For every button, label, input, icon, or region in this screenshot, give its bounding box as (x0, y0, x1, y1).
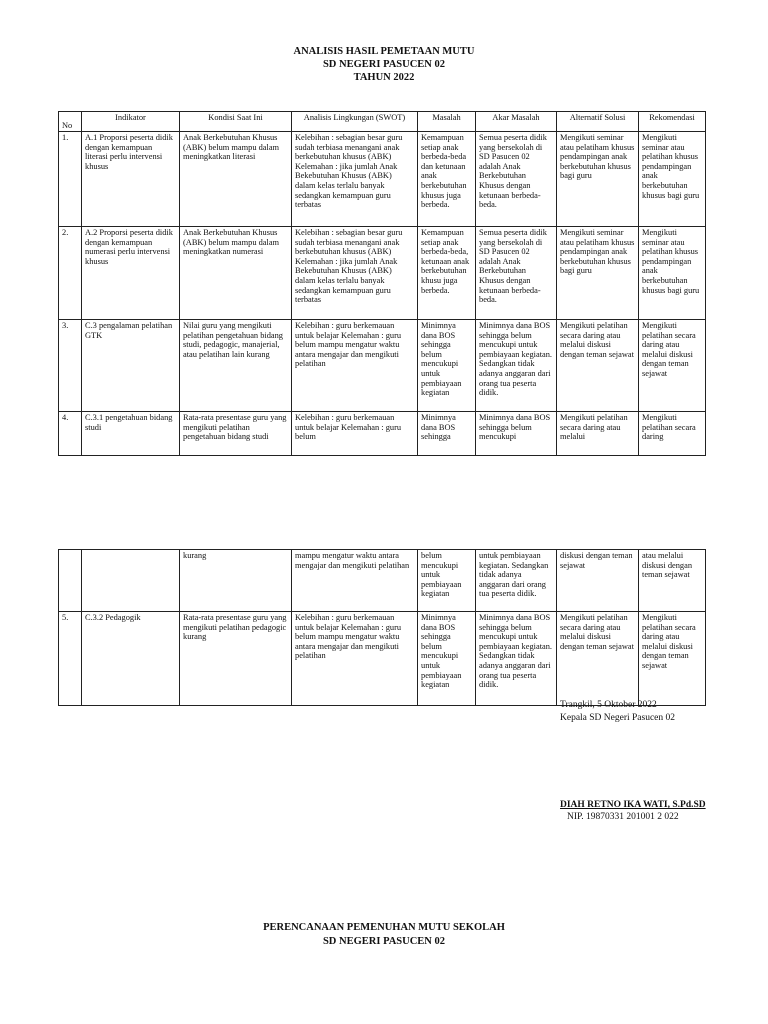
row-masalah: Minimnya dana BOS sehingga belum mencukupi untuk pembiayaan kegiatan (418, 612, 476, 706)
school-name: SD NEGERI PASUCEN 02 (322, 59, 446, 70)
row-akar-masalah: Minimnya dana BOS sehingga belum mencukupi untuk pembiayaan kegiatan. Sedangkan tidak adanya anggaran dari orang tua peserta didik. (476, 320, 557, 412)
row-alternatif-solusi: Mengikuti pelatihan secara daring atau melalui (557, 412, 639, 456)
row-swot: Kelebihan : sebagian besar guru sudah terbiasa menangani anak berkebutuhan khusus (ABK) Kelemahan : jika jumlah Anak Bekebutuhan Khusus (ABK) dalam kelas terlalu banyak sedangkan kemampuan guru terbatas (292, 227, 418, 320)
row-indikator: C.3.2 Pedagogik (82, 612, 180, 706)
col-header-rekomendasi: Rekomendasi (639, 112, 706, 132)
row-alternatif-solusi: Mengikuti pelatihan secara daring atau melalui diskusi dengan teman sejawat (557, 320, 639, 412)
signature-nip: NIP. 19870331 201001 2 022 (567, 812, 679, 822)
doc-year: TAHUN 2022 (353, 72, 415, 83)
signature-name: DIAH RETNO IKA WATI, S.Pd.SD (560, 800, 706, 810)
row-akar-masalah: Semua peserta didik yang bersekolah di SD Pasucen 02 adalah Anak Berkebutuhan Khusus dengan ketunaan berbeda-beda. (476, 227, 557, 320)
row-indikator: A.1 Proporsi peserta didik dengan kemampuan literasi perlu intervensi khusus (82, 132, 180, 227)
col-header-no: No (59, 112, 82, 132)
row-indikator: C.3 pengalaman pelatihan GTK (82, 320, 180, 412)
table-row (59, 550, 706, 612)
row-kondisi: Nilai guru yang mengikuti pelatihan pengetahuan bidang studi, pedagogic, manajerial, atau pelatihan lain kurang (180, 320, 292, 412)
row-no: 4. (59, 412, 82, 456)
section-school-name: SD NEGERI PASUCEN 02 (322, 936, 446, 947)
section-title: PERENCANAAN PEMENUHAN MUTU SEKOLAH (263, 922, 505, 933)
row-no: 3. (59, 320, 82, 412)
row-swot: Kelebihan : sebagian besar guru sudah terbiasa menangani anak berkebutuhan khusus (ABK) Kelemahan : jika jumlah Anak Bekebutuhan Khusus (ABK) dalam kelas terlalu banyak sedangkan kemampuan guru terbatas (292, 132, 418, 227)
signature-position: Kepala SD Negeri Pasucen 02 (560, 713, 676, 723)
row-masalah: Kemampuan setiap anak berbeda-beda, ketunaan anak berkebutuhan khusu juga berbeda. (418, 227, 476, 320)
table-row (59, 227, 706, 320)
row-rekomendasi: Mengikuti seminar atau pelatihan khusus pendampingan anak berkebutuhan khusus bagi guru (639, 132, 706, 227)
row-kondisi: Anak Berkebutuhan Khusus (ABK) belum mampu dalam meningkatkan numerasi (180, 227, 292, 320)
signature-place-date: Trangkil, 5 Oktober 2022 (560, 700, 657, 710)
doc-title: ANALISIS HASIL PEMETAAN MUTU (293, 46, 475, 57)
row-akar-masalah: Minimnya dana BOS sehingga belum mencukupi (476, 412, 557, 456)
row-alternatif-solusi: Mengikuti seminar atau pelatiham khusus pendampingan anak berkebutuhan khusus bagi guru (557, 227, 639, 320)
row-rekomendasi: Mengikuti pelatihan secara daring (639, 412, 706, 456)
row-akar-masalah: Semua peserta didik yang bersekolah di SD Pasucen 02 adalah Anak Berkebutuhan Khusus dengan ketunaan berbeda-beda. (476, 132, 557, 227)
row-no (59, 550, 82, 612)
table-row (59, 320, 706, 412)
mapping-table-continued (58, 549, 706, 706)
col-header-kondisi: Kondisi Saat Ini (180, 112, 292, 132)
row-indikator (82, 550, 180, 612)
col-header-akar-masalah: Akar Masalah (476, 112, 557, 132)
row-indikator: A.2 Proporsi peserta didik dengan kemampuan numerasi perlu intervensi khusus (82, 227, 180, 320)
row-alternatif-solusi: Mengikuti seminar atau pelatiham khusus pendampingan anak berkebutuhan khusus bagi guru (557, 132, 639, 227)
row-indikator: C.3.1 pengetahuan bidang studi (82, 412, 180, 456)
table-row (59, 612, 706, 706)
row-akar-masalah: Minimnya dana BOS sehingga belum mencukupi untuk pembiayaan kegiatan. Sedangkan tidak adanya anggaran dari orang tua peserta didik. (476, 612, 557, 706)
row-alternatif-solusi: Mengikuti pelatihan secara daring atau melalui diskusi dengan teman sejawat (557, 612, 639, 706)
row-swot: Kelebihan : guru berkemauan untuk belajar Kelemahan : guru belum mampu mengatur waktu antara mengajar dan mengikuti pelatihan (292, 612, 418, 706)
row-masalah: Minimnya dana BOS sehingga belum mencukupi untuk pembiayaan kegiatan (418, 320, 476, 412)
row-no: 1. (59, 132, 82, 227)
row-swot: Kelebihan : guru berkemauan untuk belajar Kelemahan : guru belum mampu mengatur waktu antara mengajar dan mengikuti pelatihan (292, 320, 418, 412)
col-header-swot: Analisis Lingkungan (SWOT) (292, 112, 418, 132)
row-kondisi: Anak Berkebutuhan Khusus (ABK) belum mampu dalam meningkatkan literasi (180, 132, 292, 227)
row-kondisi: kurang (180, 550, 292, 612)
col-header-alternatif-solusi: Alternatif Solusi (557, 112, 639, 132)
row-alternatif-solusi: diskusi dengan teman sejawat (557, 550, 639, 612)
row-masalah: belum mencukupi untuk pembiayaan kegiatan (418, 550, 476, 612)
mapping-table (58, 111, 706, 456)
row-kondisi: Rata-rata presentase guru yang mengikuti pelatihan pengetahuan bidang studi (180, 412, 292, 456)
table-row (59, 132, 706, 227)
table-header-row (59, 112, 706, 132)
row-no: 2. (59, 227, 82, 320)
row-rekomendasi: Mengikuti pelatihan secara daring atau melalui diskusi dengan teman sejawat (639, 612, 706, 706)
row-masalah: Minimnya dana BOS sehingga (418, 412, 476, 456)
row-no: 5. (59, 612, 82, 706)
row-rekomendasi: atau melalui diskusi dengan teman sejawat (639, 550, 706, 612)
row-masalah: Kemampuan setiap anak berbeda-beda dan ketunaan anak berkebutuhan khusus juga berbeda. (418, 132, 476, 227)
row-kondisi: Rata-rata presentase guru yang mengikuti pelatihan pedagogic kurang (180, 612, 292, 706)
row-rekomendasi: Mengikuti seminar atau pelatihan khusus pendampingan anak berkebutuhan khusus bagi guru (639, 227, 706, 320)
row-rekomendasi: Mengikuti pelatihan secara daring atau melalui diskusi dengan teman sejawat (639, 320, 706, 412)
row-swot: Kelebihan : guru berkemauan untuk belajar Kelemahan : guru belum (292, 412, 418, 456)
table-row (59, 412, 706, 456)
row-swot: mampu mengatur waktu antara mengajar dan mengikuti pelatihan (292, 550, 418, 612)
row-akar-masalah: untuk pembiayaan kegiatan. Sedangkan tidak adanya anggaran dari orang tua peserta didik. (476, 550, 557, 612)
col-header-masalah: Masalah (418, 112, 476, 132)
col-header-indikator: Indikator (82, 112, 180, 132)
